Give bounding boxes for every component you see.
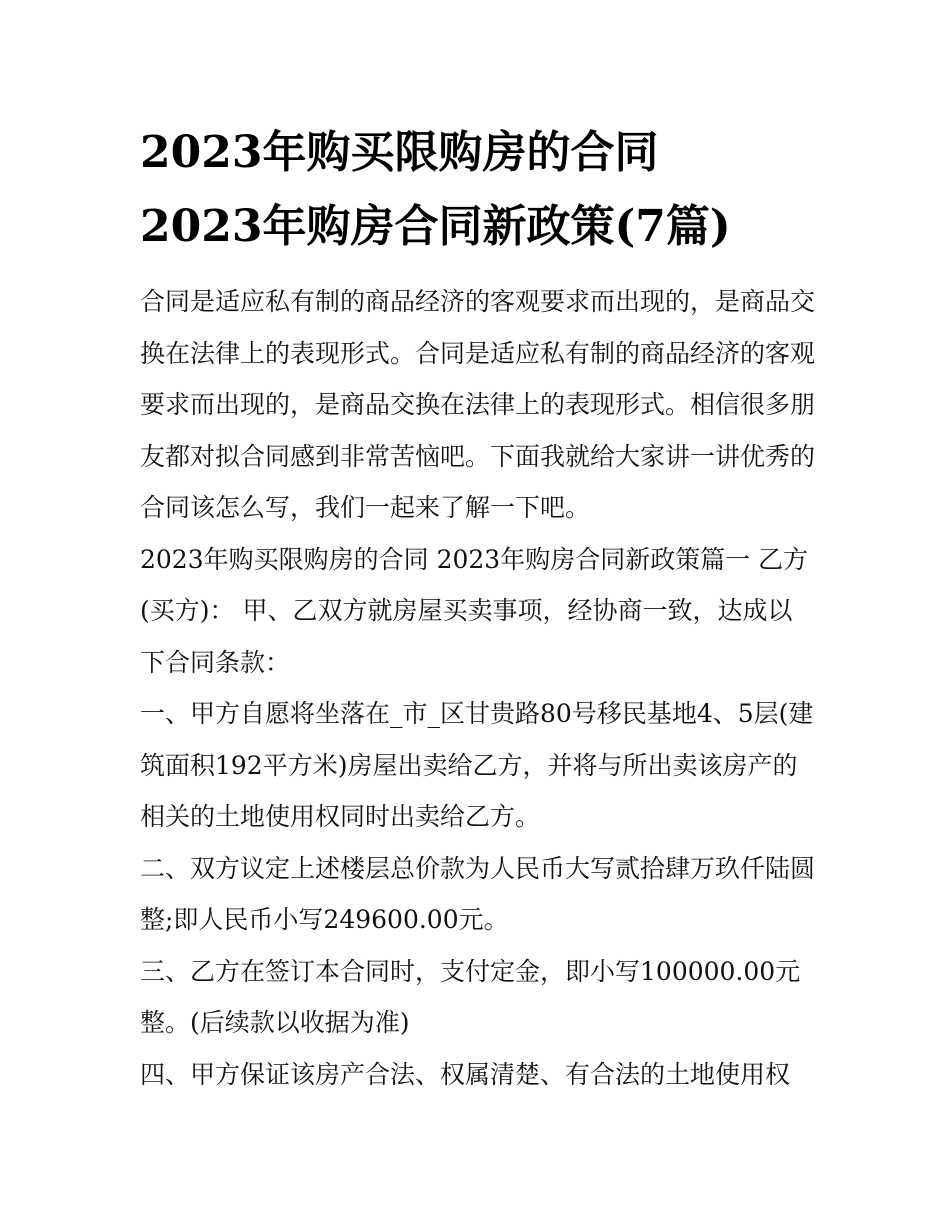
body-line: 整;即人民币小写249600.00元。 xyxy=(140,905,509,934)
body-line: 2023年购买限购房的合同 2023年购房合同新政策篇一 乙方 xyxy=(140,544,809,574)
body-line: (买方)： 甲、乙双方就房屋买卖事项，经协商一致，达成以 xyxy=(140,596,793,625)
body-line: 三、乙方在签订本合同时，支付定金，即小写100000.00元 xyxy=(140,956,801,986)
document-title xyxy=(140,116,820,264)
body-line: 换在法律上的表现形式。合同是适应私有制的商品经济的客观 xyxy=(140,338,816,368)
document-body xyxy=(140,276,820,1100)
body-line: 相关的土地使用权同时出卖给乙方。 xyxy=(140,802,541,831)
body-line: 筑面积192平方米)房屋出卖给乙方，并将与所出卖该房产的 xyxy=(140,750,798,780)
body-line: 合同该怎么写，我们一起来了解一下吧。 xyxy=(140,493,591,522)
title-line-1: 2023年购买限购房的合同 xyxy=(140,127,659,178)
body-line: 下合同条款： xyxy=(140,647,291,677)
title-line-2: 2023年购房合同新政策(7篇) xyxy=(140,201,731,252)
body-line: 整。(后续款以收据为准) xyxy=(140,1008,410,1037)
body-line: 二、双方议定上述楼层总价款为人民币大写贰拾肆万玖仟陆圆 xyxy=(140,853,816,883)
body-line: 一、甲方自愿将坐落在_市_区甘贵路80号移民基地4、5层(建 xyxy=(140,699,814,728)
body-line: 友都对拟合同感到非常苦恼吧。下面我就给大家讲一讲优秀的 xyxy=(140,441,816,471)
body-line: 合同是适应私有制的商品经济的客观要求而出现的，是商品交 xyxy=(140,287,816,316)
body-line: 四、甲方保证该房产合法、权属清楚、有合法的土地使用权 xyxy=(140,1059,791,1089)
body-line: 要求而出现的，是商品交换在法律上的表现形式。相信很多朋 xyxy=(140,390,816,419)
